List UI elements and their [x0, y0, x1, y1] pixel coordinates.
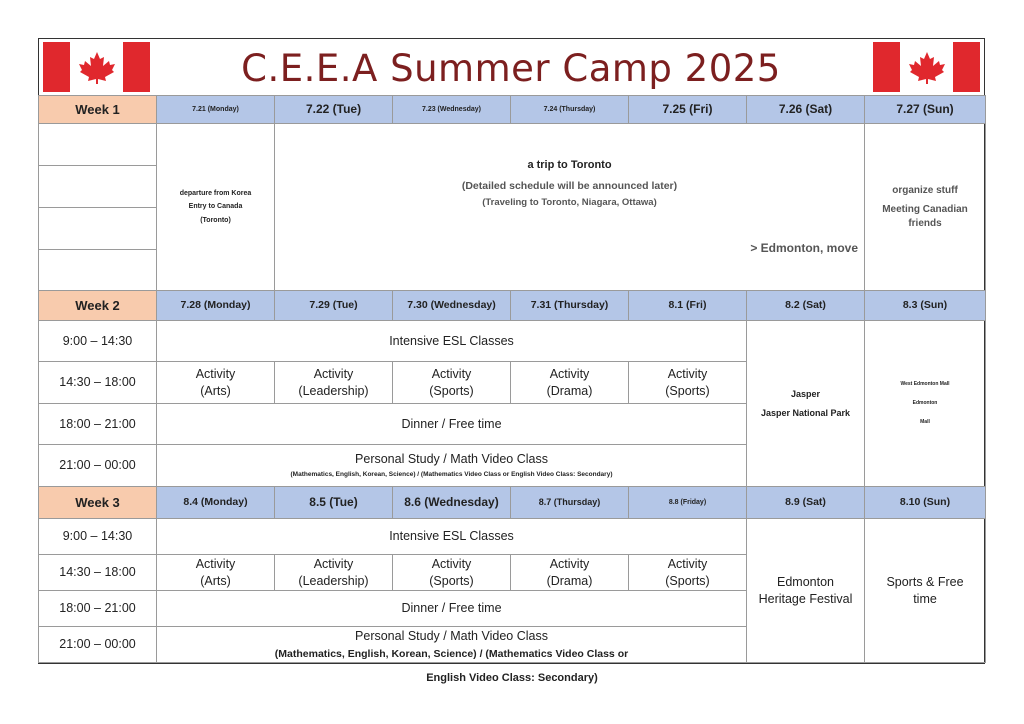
- empty-time-cell: [39, 250, 157, 291]
- activity-cell: Activity (Sports): [393, 362, 511, 404]
- empty-time-cell: [39, 166, 157, 208]
- activity-cell: Activity (Sports): [393, 555, 511, 591]
- day-header: 7.29 (Tue): [275, 291, 393, 321]
- week2-sat-cell: Jasper Jasper National Park: [747, 321, 865, 487]
- canada-flag-right: [873, 42, 980, 92]
- week3-sun-cell: Sports & Free time: [865, 519, 986, 663]
- day-header: 7.21 (Monday): [157, 96, 275, 124]
- activity-cell: Activity (Arts): [157, 555, 275, 591]
- day-header: 7.27 (Sun): [865, 96, 986, 124]
- time-slot: 9:00 – 14:30: [39, 321, 157, 362]
- day-header: 7.25 (Fri): [629, 96, 747, 124]
- day-header: 7.23 (Wednesday): [393, 96, 511, 124]
- day-header: 8.1 (Fri): [629, 291, 747, 321]
- week1-arrival-cell: departure from Korea Entry to Canada (Toronto): [157, 124, 275, 291]
- time-slot: 18:00 – 21:00: [39, 591, 157, 627]
- activity-cell: Activity (Leadership): [275, 555, 393, 591]
- day-header: 7.30 (Wednesday): [393, 291, 511, 321]
- time-slot: 14:30 – 18:00: [39, 555, 157, 591]
- activity-cell: Activity (Sports): [629, 362, 747, 404]
- week1-trip-cell: a trip to Toronto (Detailed schedule will be announced later) (Traveling to Toronto, Niagara, Ottawa) > Edmonton, move: [275, 124, 865, 291]
- day-header: 8.9 (Sat): [747, 487, 865, 519]
- day-header: 7.26 (Sat): [747, 96, 865, 124]
- page-title: C.E.E.A Summer Camp 2025: [241, 46, 781, 90]
- dinner-cell: Dinner / Free time: [157, 591, 747, 627]
- week3-sat-cell: Edmonton Heritage Festival: [747, 519, 865, 663]
- time-slot: 9:00 – 14:30: [39, 519, 157, 555]
- day-header: 8.3 (Sun): [865, 291, 986, 321]
- day-header: 8.10 (Sun): [865, 487, 986, 519]
- time-slot: 18:00 – 21:00: [39, 404, 157, 445]
- maple-leaf-icon: [907, 50, 947, 84]
- study-cell: Personal Study / Math Video Class (Mathematics, English, Korean, Science) / (Mathematics Video Class or: [157, 627, 747, 663]
- week2-sun-cell: West Edmonton Mall Edmonton Mall: [865, 321, 986, 487]
- day-header: 8.8 (Friday): [629, 487, 747, 519]
- activity-cell: Activity (Leadership): [275, 362, 393, 404]
- day-header: 8.6 (Wednesday): [393, 487, 511, 519]
- week3-label: Week 3: [39, 487, 157, 519]
- activity-cell: Activity (Sports): [629, 555, 747, 591]
- empty-time-cell: [39, 208, 157, 250]
- empty-time-cell: [39, 124, 157, 166]
- activity-cell: Activity (Drama): [511, 555, 629, 591]
- maple-leaf-icon: [77, 50, 117, 84]
- week1-sun-cell: organize stuff Meeting Canadian friends: [865, 124, 986, 291]
- day-header: 7.22 (Tue): [275, 96, 393, 124]
- schedule-table: [38, 95, 986, 663]
- day-header: 7.24 (Thursday): [511, 96, 629, 124]
- week1-header-row: [39, 96, 986, 124]
- time-slot: 21:00 – 00:00: [39, 627, 157, 663]
- day-header: 7.28 (Monday): [157, 291, 275, 321]
- activity-cell: Activity (Arts): [157, 362, 275, 404]
- dinner-cell: Dinner / Free time: [157, 404, 747, 445]
- esl-classes-cell: Intensive ESL Classes: [157, 519, 747, 555]
- week2-header-row: [39, 291, 986, 321]
- week2-label: Week 2: [39, 291, 157, 321]
- time-slot: 14:30 – 18:00: [39, 362, 157, 404]
- trip-move-note: > Edmonton, move: [750, 241, 858, 255]
- day-header: 8.4 (Monday): [157, 487, 275, 519]
- study-note-continuation: English Video Class: Secondary): [426, 672, 598, 684]
- week3-header-row: [39, 487, 986, 519]
- study-cell: Personal Study / Math Video Class (Mathematics, English, Korean, Science) / (Mathematics Video Class or English Video Class: Secondary): [157, 445, 747, 487]
- week1-label: Week 1: [39, 96, 157, 124]
- canada-flag-left: [43, 42, 150, 92]
- day-header: 7.31 (Thursday): [511, 291, 629, 321]
- time-slot: 21:00 – 00:00: [39, 445, 157, 487]
- esl-classes-cell: Intensive ESL Classes: [157, 321, 747, 362]
- day-header: 8.7 (Thursday): [511, 487, 629, 519]
- activity-cell: Activity (Drama): [511, 362, 629, 404]
- day-header: 8.5 (Tue): [275, 487, 393, 519]
- day-header: 8.2 (Sat): [747, 291, 865, 321]
